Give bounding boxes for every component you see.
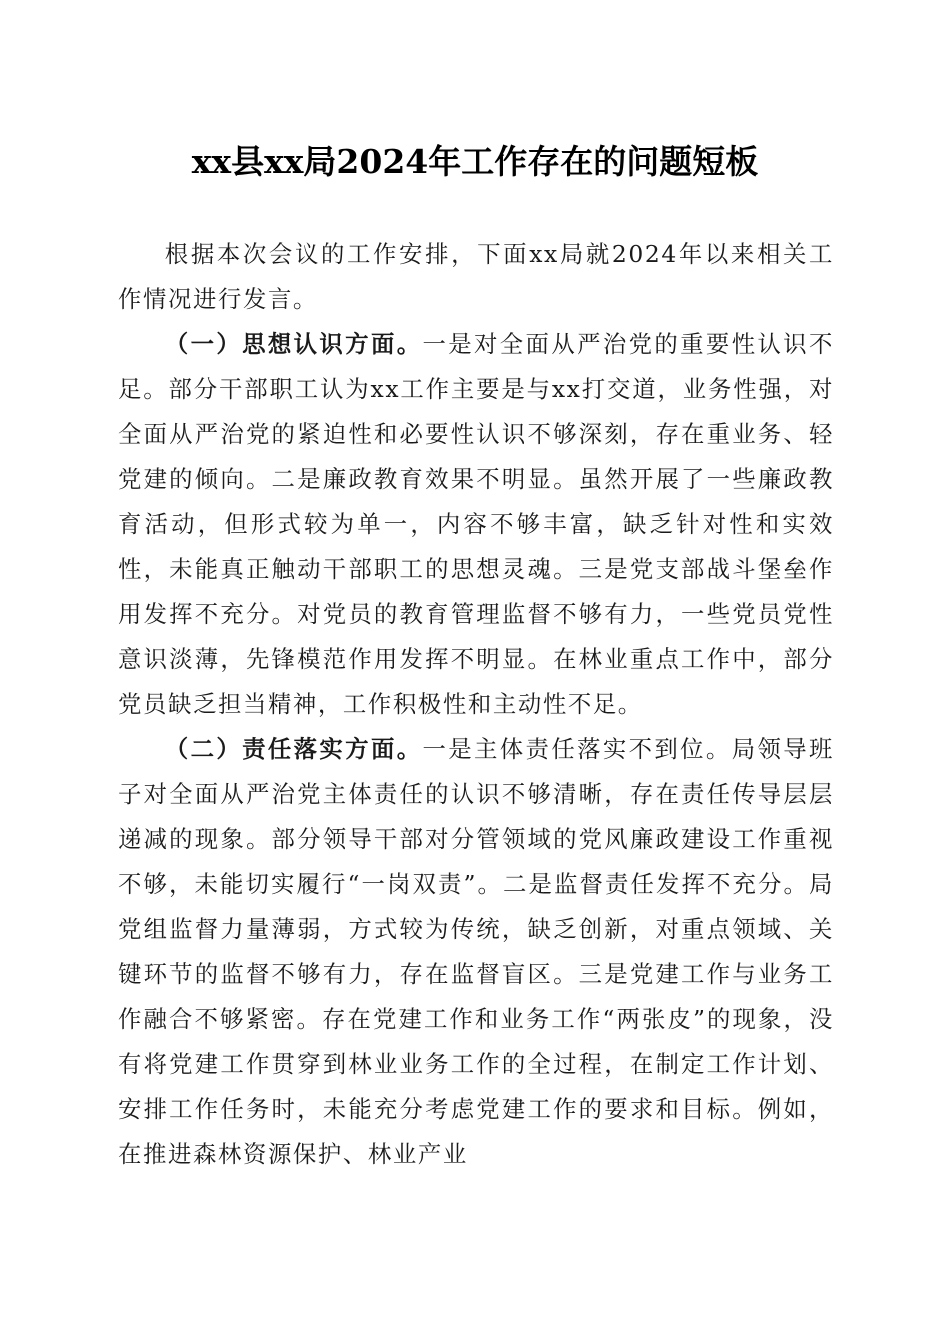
section-text-2: 一是主体责任落实不到位。局领导班子对全面从严治党主体责任的认识不够清晰，存在责任传导层层递减的现象。部分领导干部对分管领域的党风廉政建设工作重视不够，未能切实履行“一岗双责”。二是监督责任发挥不充分。局党组监督力量薄弱，方式较为传统，缺乏创新，对重点领域、关键环节的监督不够有力，存在监督盲区。三是党建工作与业务工作融合不够紧密。存在党建工作和业务工作“两张皮”的现象，没有将党建工作贯穿到林业业务工作的全过程，在制定工作计划、安排工作任务时，未能充分考虑党建工作的要求和目标。例如，在推进森林资源保护、林业产业 (118, 735, 834, 1168)
section-heading-1: （一）思想认识方面。 (164, 330, 423, 358)
section-text-1: 一是对全面从严治党的重要性认识不足。部分干部职工认为xx工作主要是与xx打交道，业务性强，对全面从严治党的紧迫性和必要性认识不够深刻，存在重业务、轻党建的倾向。二是廉政教育效果不明显。虽然开展了一些廉政教育活动，但形式较为单一，内容不够丰富，缺乏针对性和实效性，未能真正触动干部职工的思想灵魂。三是党支部战斗堡垒作用发挥不充分。对党员的教育管理监督不够有力，一些党员党性意识淡薄，先锋模范作用发挥不明显。在林业重点工作中，部分党员缺乏担当精神，工作积极性和主动性不足。 (118, 330, 834, 718)
section-paragraph-2 (118, 727, 834, 1177)
section-paragraph-1 (118, 322, 834, 727)
section-heading-2: （二）责任落实方面。 (164, 735, 423, 763)
intro-paragraph: 根据本次会议的工作安排，下面xx局就2024年以来相关工作情况进行发言。 (118, 240, 834, 313)
document-title: xx县xx局2024年工作存在的问题短板 (191, 142, 759, 181)
document-body (118, 232, 834, 1177)
